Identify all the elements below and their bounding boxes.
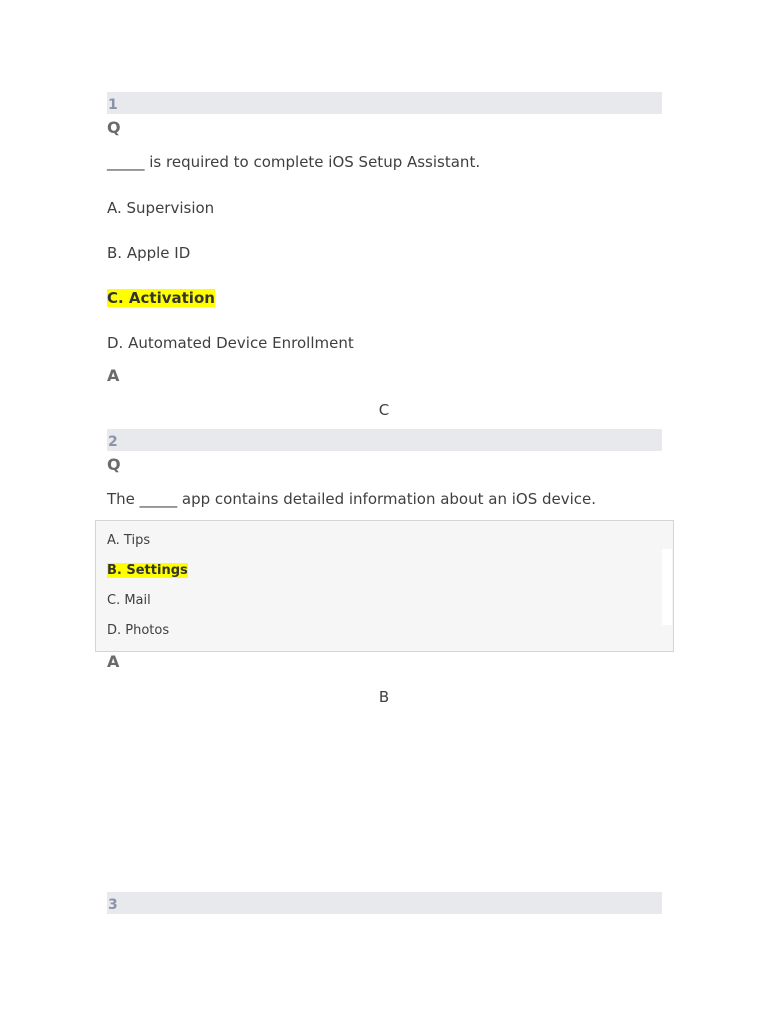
question-label: Q	[107, 118, 121, 137]
answer-label: A	[107, 652, 120, 671]
answer-value: B	[378, 688, 390, 706]
answer-label: A	[107, 366, 120, 385]
option-a: A. Supervision	[107, 199, 215, 217]
option-a: A. Tips	[107, 533, 151, 548]
option-c: C. Mail	[107, 593, 151, 608]
option-c	[107, 289, 215, 307]
option-b: B. Apple ID	[107, 244, 191, 262]
question-number-bar	[107, 892, 662, 914]
question-number-bar	[107, 429, 662, 451]
options-scroll-area[interactable]	[662, 549, 672, 625]
question-number: 2	[108, 434, 118, 450]
answer-value: C	[378, 401, 390, 419]
question-number: 3	[108, 897, 118, 913]
option-d: D. Photos	[107, 623, 170, 638]
question-number: 1	[108, 97, 118, 113]
options-box	[95, 520, 674, 652]
option-b	[107, 563, 188, 578]
highlighted-option: C. Activation	[107, 289, 215, 307]
question-number-bar	[107, 92, 662, 114]
question-label: Q	[107, 455, 121, 474]
highlighted-option: B. Settings	[107, 563, 188, 578]
question-text: _____ is required to complete iOS Setup Assistant.	[107, 153, 481, 171]
question-text: The _____ app contains detailed information about an iOS device.	[107, 490, 597, 508]
option-d: D. Automated Device Enrollment	[107, 334, 354, 352]
